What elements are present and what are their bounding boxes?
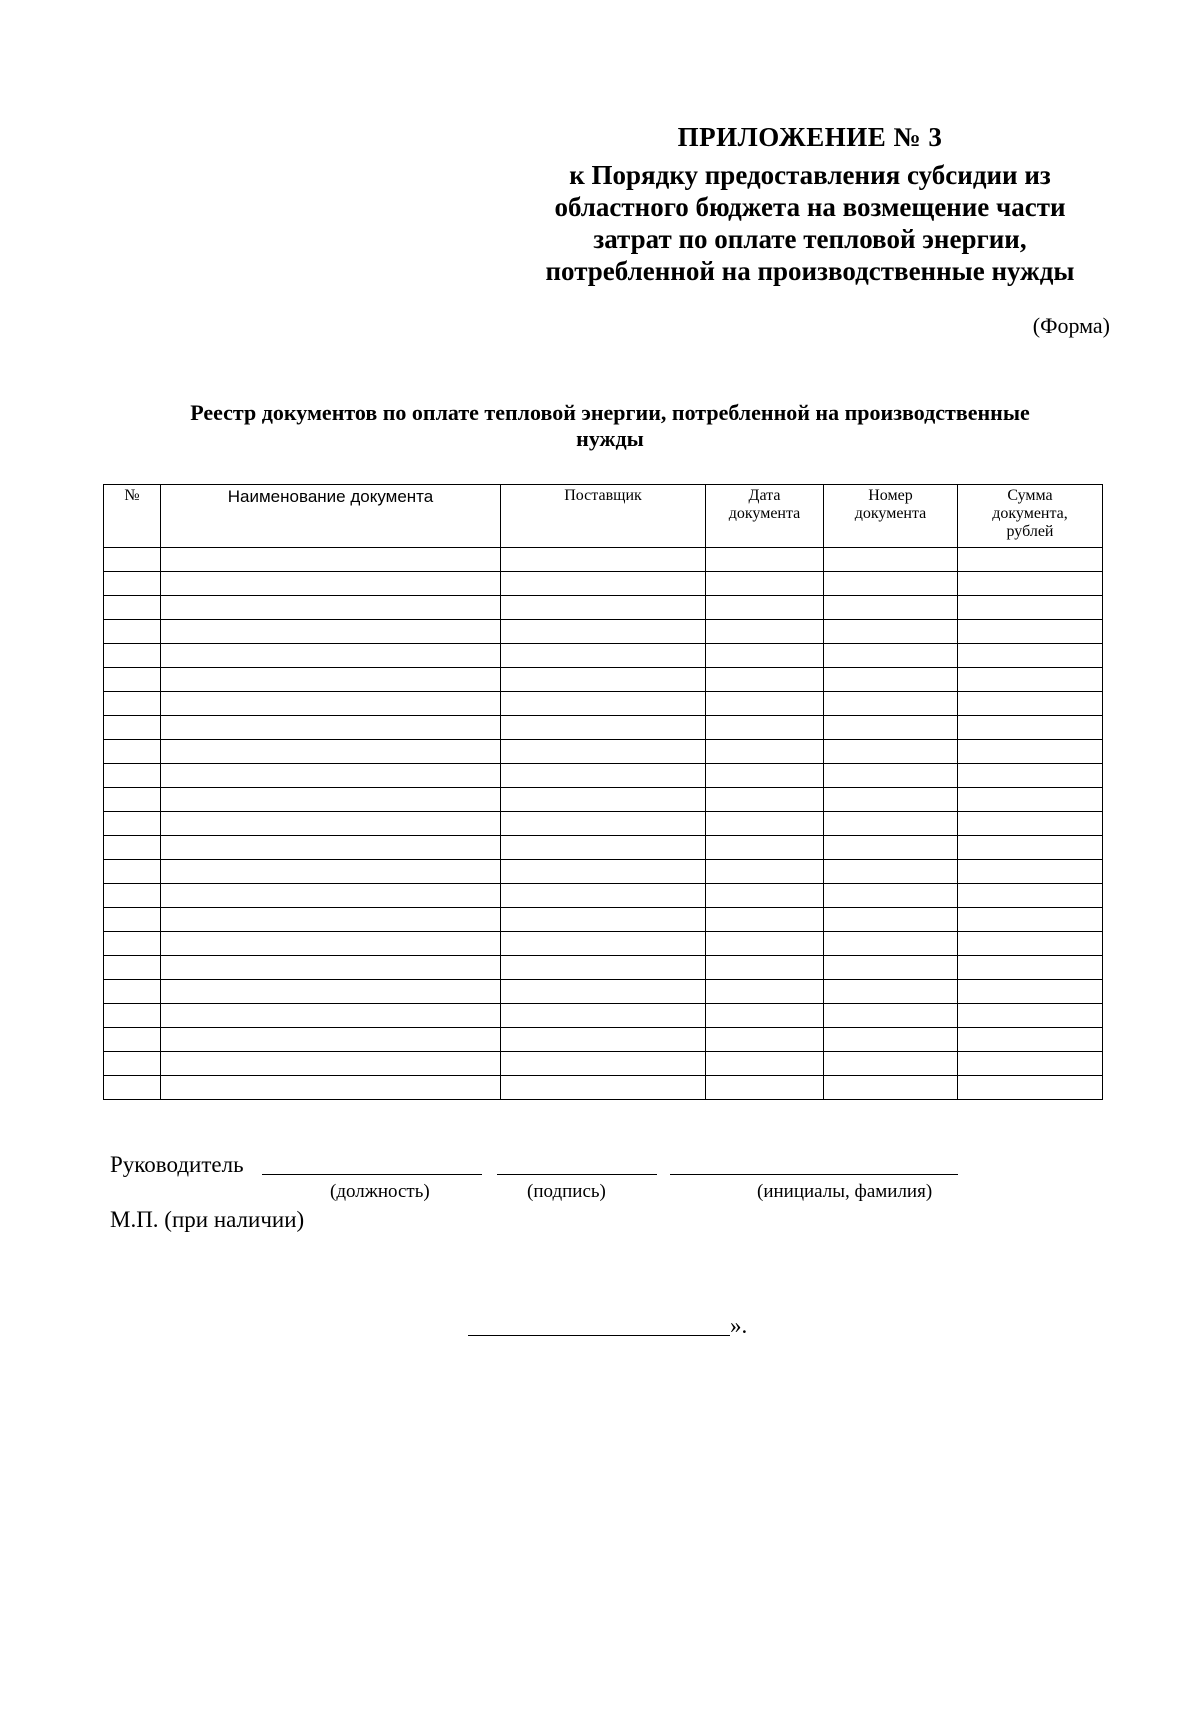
table-cell <box>501 692 706 716</box>
table-cell <box>958 1052 1103 1076</box>
column-header-document-name <box>161 485 501 548</box>
table-cell <box>161 908 501 932</box>
header-line: Поставщик <box>564 487 642 504</box>
table-body <box>104 548 1103 1100</box>
table-row <box>104 932 1103 956</box>
table-cell <box>824 836 958 860</box>
table-cell <box>958 788 1103 812</box>
table-cell <box>161 1004 501 1028</box>
header-line: Номер <box>868 487 913 504</box>
table-row <box>104 1076 1103 1100</box>
header-line: документа, <box>992 505 1068 522</box>
table-row <box>104 1004 1103 1028</box>
table-cell <box>824 908 958 932</box>
table-row <box>104 596 1103 620</box>
table-cell <box>824 548 958 572</box>
table-cell <box>501 884 706 908</box>
table-cell <box>161 788 501 812</box>
table-cell <box>706 860 824 884</box>
table-row <box>104 908 1103 932</box>
column-header-supplier <box>501 485 706 548</box>
table-cell <box>501 1028 706 1052</box>
table-cell <box>958 692 1103 716</box>
table-cell <box>104 572 161 596</box>
table-row <box>104 1052 1103 1076</box>
form-note: (Форма) <box>1032 313 1110 338</box>
table-cell <box>958 548 1103 572</box>
table-cell <box>104 908 161 932</box>
appendix-title: ПРИЛОЖЕНИЕ № 3 <box>677 122 943 152</box>
table-cell <box>501 716 706 740</box>
table-row <box>104 884 1103 908</box>
header-line: документа <box>854 505 927 522</box>
appendix-block <box>520 122 1100 287</box>
table-cell <box>501 572 706 596</box>
header-line: Сумма <box>1007 487 1053 504</box>
table-cell <box>104 884 161 908</box>
table-cell <box>958 884 1103 908</box>
table-cell <box>501 548 706 572</box>
header-line: Дата <box>748 487 781 504</box>
column-header-document-number <box>824 485 958 548</box>
table-cell <box>706 956 824 980</box>
table-row <box>104 716 1103 740</box>
table-cell <box>824 956 958 980</box>
table-cell <box>958 620 1103 644</box>
table-cell <box>501 596 706 620</box>
table-cell <box>706 788 824 812</box>
table-cell <box>501 668 706 692</box>
table-cell <box>104 956 161 980</box>
table-cell <box>161 644 501 668</box>
table-cell <box>958 668 1103 692</box>
name-line <box>670 1173 958 1175</box>
table-cell <box>104 860 161 884</box>
table-cell <box>161 716 501 740</box>
table-cell <box>706 740 824 764</box>
table-cell <box>824 812 958 836</box>
table-cell <box>706 812 824 836</box>
appendix-line: потребленной на производственные нужды <box>545 256 1075 286</box>
table-cell <box>161 596 501 620</box>
stamp-note: М.П. (при наличии) <box>110 1207 305 1232</box>
table-cell <box>104 644 161 668</box>
table-cell <box>958 572 1103 596</box>
table-row <box>104 740 1103 764</box>
table-row <box>104 956 1103 980</box>
table-cell <box>958 716 1103 740</box>
table-cell <box>104 1052 161 1076</box>
position-line <box>262 1173 482 1175</box>
table-cell <box>104 836 161 860</box>
table-cell <box>161 620 501 644</box>
table-cell <box>824 1052 958 1076</box>
table-cell <box>824 932 958 956</box>
table-cell <box>501 1004 706 1028</box>
table-cell <box>104 1028 161 1052</box>
table-cell <box>161 1052 501 1076</box>
table-cell <box>958 812 1103 836</box>
table-cell <box>161 572 501 596</box>
table-cell <box>161 1076 501 1100</box>
table-cell <box>104 596 161 620</box>
table-cell <box>161 764 501 788</box>
table-cell <box>958 764 1103 788</box>
table-row <box>104 860 1103 884</box>
table-cell <box>104 1076 161 1100</box>
table-row <box>104 836 1103 860</box>
table-row <box>104 980 1103 1004</box>
table-row <box>104 788 1103 812</box>
signature-label: Руководитель <box>110 1152 244 1177</box>
header-line: документа <box>728 505 801 522</box>
table-cell <box>161 956 501 980</box>
table-cell <box>104 764 161 788</box>
table-cell <box>161 812 501 836</box>
table-cell <box>824 692 958 716</box>
table-cell <box>161 980 501 1004</box>
table-row <box>104 692 1103 716</box>
closing-line <box>468 1335 730 1336</box>
table-cell <box>824 716 958 740</box>
table-cell <box>161 836 501 860</box>
table-cell <box>161 692 501 716</box>
table-cell <box>501 740 706 764</box>
table-cell <box>706 668 824 692</box>
table-cell <box>104 812 161 836</box>
registry-title <box>110 400 1110 452</box>
table-cell <box>501 836 706 860</box>
table-cell <box>706 644 824 668</box>
table-row <box>104 764 1103 788</box>
table-cell <box>104 740 161 764</box>
table-cell <box>958 860 1103 884</box>
table-header-row <box>104 485 1103 548</box>
name-caption: (инициалы, фамилия) <box>757 1181 933 1202</box>
table-cell <box>161 884 501 908</box>
header-line: рублей <box>1006 523 1054 540</box>
table-cell <box>161 740 501 764</box>
table-cell <box>501 860 706 884</box>
closing-quote: ». <box>730 1313 748 1338</box>
table-cell <box>824 764 958 788</box>
table-cell <box>958 644 1103 668</box>
table-cell <box>958 908 1103 932</box>
table-cell <box>958 932 1103 956</box>
header-line: Наименование документа <box>227 487 434 506</box>
table-row <box>104 572 1103 596</box>
registry-table <box>103 484 1103 1100</box>
table-row <box>104 620 1103 644</box>
table-cell <box>706 1052 824 1076</box>
table-cell <box>824 668 958 692</box>
table-cell <box>958 836 1103 860</box>
table-cell <box>161 548 501 572</box>
table-cell <box>706 1028 824 1052</box>
table-cell <box>706 620 824 644</box>
table-cell <box>824 620 958 644</box>
table-cell <box>161 1028 501 1052</box>
table-cell <box>824 980 958 1004</box>
table-cell <box>824 1004 958 1028</box>
table-cell <box>958 596 1103 620</box>
table-cell <box>501 932 706 956</box>
signature-caption: (подпись) <box>527 1181 606 1202</box>
column-header-document-sum <box>958 485 1103 548</box>
table-cell <box>501 764 706 788</box>
table-cell <box>104 788 161 812</box>
table-cell <box>824 1028 958 1052</box>
table-cell <box>958 956 1103 980</box>
table-cell <box>824 860 958 884</box>
signature-line <box>497 1173 657 1175</box>
table-cell <box>104 932 161 956</box>
table-cell <box>824 740 958 764</box>
table-cell <box>824 644 958 668</box>
table-row <box>104 812 1103 836</box>
table-cell <box>104 548 161 572</box>
table-cell <box>824 884 958 908</box>
table-cell <box>104 692 161 716</box>
table-cell <box>161 932 501 956</box>
table-cell <box>706 1004 824 1028</box>
appendix-line: областного бюджета на возмещение части <box>554 192 1066 222</box>
registry-title-line: нужды <box>576 426 644 451</box>
table-cell <box>706 836 824 860</box>
appendix-line: затрат по оплате тепловой энергии, <box>593 224 1027 254</box>
table-cell <box>104 980 161 1004</box>
table-cell <box>824 572 958 596</box>
table-cell <box>501 908 706 932</box>
table-cell <box>958 980 1103 1004</box>
table-cell <box>501 620 706 644</box>
table-cell <box>706 548 824 572</box>
registry-title-line: Реестр документов по оплате тепловой энергии, потребленной на производственные <box>190 400 1030 425</box>
table-row <box>104 668 1103 692</box>
table-cell <box>161 668 501 692</box>
table-row <box>104 1028 1103 1052</box>
table-cell <box>706 1076 824 1100</box>
table-cell <box>706 980 824 1004</box>
table-cell <box>501 1076 706 1100</box>
table-cell <box>501 1052 706 1076</box>
table-cell <box>706 596 824 620</box>
table-cell <box>824 1076 958 1100</box>
table-row <box>104 644 1103 668</box>
table-cell <box>706 884 824 908</box>
table-cell <box>501 980 706 1004</box>
table-cell <box>104 1004 161 1028</box>
column-header-document-date <box>706 485 824 548</box>
table-cell <box>706 764 824 788</box>
table-cell <box>104 620 161 644</box>
table-cell <box>824 788 958 812</box>
position-caption: (должность) <box>330 1181 430 1202</box>
table-cell <box>706 932 824 956</box>
table-cell <box>706 572 824 596</box>
table-cell <box>104 668 161 692</box>
table-cell <box>824 596 958 620</box>
column-header-number <box>104 485 161 548</box>
table-cell <box>104 716 161 740</box>
table-cell <box>958 1076 1103 1100</box>
appendix-line: к Порядку предоставления субсидии из <box>569 160 1051 190</box>
table-row <box>104 548 1103 572</box>
table-cell <box>958 1028 1103 1052</box>
table-cell <box>501 812 706 836</box>
table-cell <box>706 908 824 932</box>
table-cell <box>501 644 706 668</box>
header-line: № <box>124 487 140 504</box>
table-cell <box>501 788 706 812</box>
table-cell <box>501 956 706 980</box>
table-cell <box>706 692 824 716</box>
table-cell <box>958 740 1103 764</box>
table-cell <box>958 1004 1103 1028</box>
table-cell <box>161 860 501 884</box>
table-cell <box>706 716 824 740</box>
